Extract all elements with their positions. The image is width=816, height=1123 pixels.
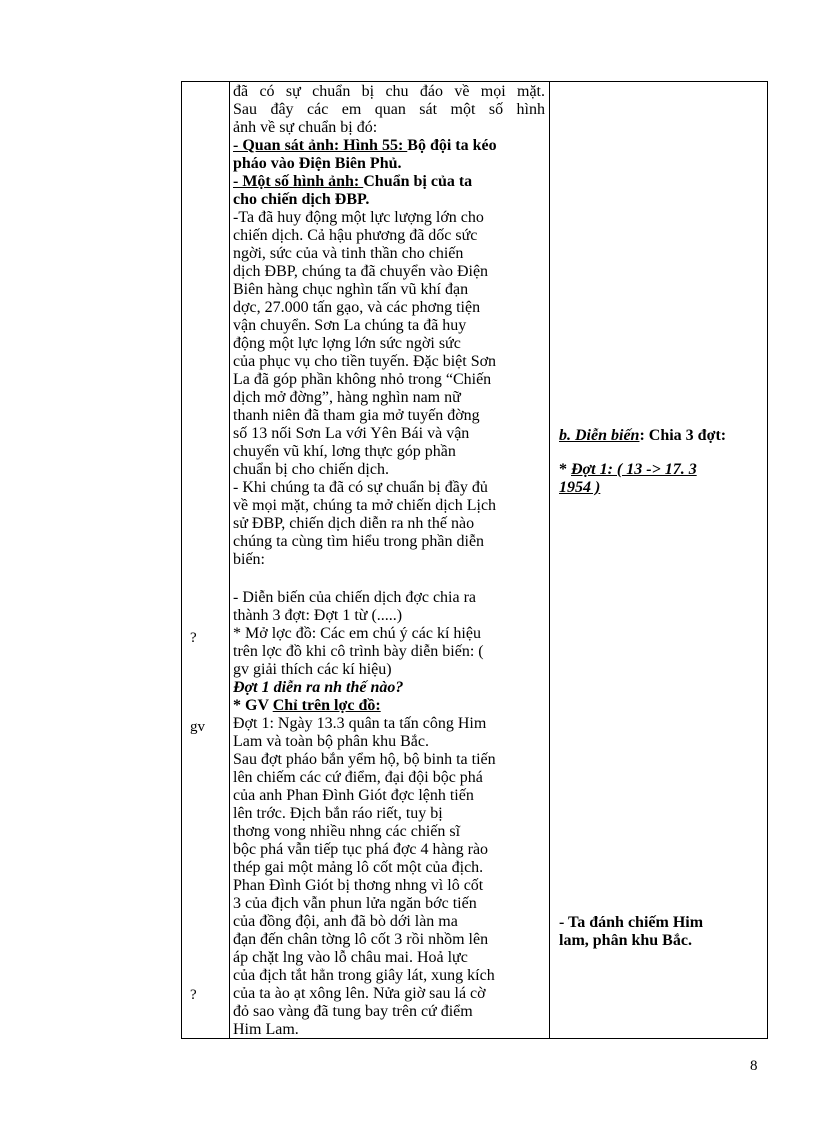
text-line: đã có sự chuẩn bị chu đáo về mọi mặt. [233,83,545,100]
text-line: Him Lam. [233,1021,299,1038]
teaching-activity-column [233,82,547,1038]
left-column [182,82,229,1038]
column-divider [229,82,230,1038]
text-line: đạn đến chân tờng lô cốt 3 rồi nhồm lên [233,931,489,948]
text-line: Lam và toàn bộ phân khu Bắc. [233,733,429,750]
heading-line [233,173,472,191]
text-line: áp chặt lng vào lỗ châu mai. Hoả lực [233,949,468,966]
text-line: động một lực lợng lớn sức ngời sức [233,335,461,352]
page-number: 8 [750,1058,758,1074]
text-line: về mọi mặt, chúng ta mở chiến dịch Lịch [233,497,497,514]
text-line: dịch ĐBP, chúng ta đã chuyển vào Điện [233,263,489,280]
text-line: Sau đây các em quan sát một số hình [233,101,545,118]
dien-bien-label: b. Diễn biến [559,427,640,444]
text-line: ngời, sức của và tinh thần cho chiến [233,245,464,262]
text-line: chuẩn bị cho chiến dịch. [233,461,389,478]
content-column [555,82,767,1038]
images-ref: - Một số hình ảnh: [233,173,364,190]
heading-line: pháo vào Điện Biên Phủ. [233,155,402,172]
text-line: chiến dịch. Cả hậu phương đã dốc sức [233,227,478,244]
dot1-star: * [559,461,571,478]
text-line: 3 của địch vẫn phun lửa ngăn bớc tiến [233,895,477,912]
question-marker: ? [190,630,197,646]
lesson-table [181,81,768,1039]
text-line: thơng vong nhiều nhng các chiến sĩ [233,823,461,840]
text-line: của anh Phan Đình Giót đợc lệnh tiến [233,787,474,804]
text-line: của ta ào ạt xông lên. Nửa giờ sau lá cờ [233,985,486,1002]
instruction-line [233,697,381,715]
instruction-text: Chỉ trên lợc đồ: [272,697,381,714]
question-marker: ? [190,987,197,1003]
result-line: - Ta đánh chiếm Him [559,914,704,931]
text-line: Sau đợt pháo bắn yểm hộ, bộ binh ta tiến [233,751,496,768]
result-line: lam, phân khu Bắc. [559,932,692,949]
instruction-prefix: * GV [233,697,273,714]
photo-caption: Bộ đội ta kéo [407,137,497,154]
heading-line [233,137,497,155]
text-line: - Khi chúng ta đã có sự chuẩn bị đầy đủ [233,479,488,496]
text-line: thanh niên đã tham gia mở tuyến đờng [233,407,480,424]
text-line: lên chiếm các cứ điểm, đại đội bộc phá [233,769,483,786]
text-line: gv giải thích các kí hiệu) [233,661,392,678]
question-line: Đợt 1 diễn ra nh thế nào? [233,679,404,696]
text-line: chuyển vũ khí, lơng thực góp phần [233,443,456,460]
text-line: chúng ta cùng tìm hiểu trong phần diễn [233,533,485,550]
text-line: bộc phá vẫn tiếp tục phá đợc 4 hàng rào [233,841,489,858]
text-line: La đã góp phần không nhỏ trong “Chiến [233,371,492,388]
text-line: * Mở lợc đồ: Các em chú ý các kí hiệu [233,625,481,642]
text-line: dợc, 27.000 tấn gạo, và các phơng tiện [233,299,481,316]
text-line: -Ta đã huy động một lực lượng lớn cho [233,209,484,226]
text-line: thép gai một mảng lô cốt một của địch. [233,859,484,876]
text-line: trên lợc đồ khi cô trình bày diễn biến: ( [233,643,484,660]
text-line: của phục vụ cho tiền tuyến. Đặc biệt Sơn [233,353,497,370]
column-divider [549,82,550,1038]
text-line: Biên hàng chục nghìn tấn vũ khí đạn [233,281,469,298]
dot1-date: Đợt 1: ( 13 -> 17. 3 [571,461,697,478]
text-line: sử ĐBP, chiến dịch diễn ra nh thế nào [233,515,475,532]
text-line: số 13 nối Sơn La với Yên Bái và vận [233,425,470,442]
text-line: thành 3 đợt: Đợt 1 từ (.....) [233,607,403,624]
text-line: lên trớc. Địch bắn ráo riết, tuy bị [233,805,443,822]
text-line: của địch tắt hẳn trong giây lát, xung kích [233,967,495,984]
heading-line: cho chiến dịch ĐBP. [233,191,370,208]
text-line: đỏ sao vàng đã tung bay trên cứ điểm [233,1003,473,1020]
text-line: Đợt 1: Ngày 13.3 quân ta tấn công Him [233,715,487,732]
text-line: vận chuyển. Sơn La chúng ta đã huy [233,317,467,334]
images-caption: Chuẩn bị của ta [363,173,473,190]
text-line: Phan Đình Giót bị thơng nhng vì lô cốt [233,877,484,894]
dien-bien-heading [559,427,726,445]
text-line: của đồng đội, anh đã bò dới làn ma [233,913,458,930]
teacher-marker: gv [190,719,205,735]
text-line: dịch mở đờng”, hàng nghìn nam nữ [233,389,461,406]
text-line: biến: [233,551,265,568]
dot1-heading [559,461,697,479]
text-line: - Diễn biến của chiến dịch đợc chia ra [233,589,477,606]
text-line: ảnh về sự chuẩn bị đó: [233,119,378,136]
photo-ref: - Quan sát ảnh: Hình 55: [233,137,408,154]
dot1-year: 1954 ) [559,479,601,496]
dien-bien-rest: : Chia 3 đợt: [639,427,727,444]
